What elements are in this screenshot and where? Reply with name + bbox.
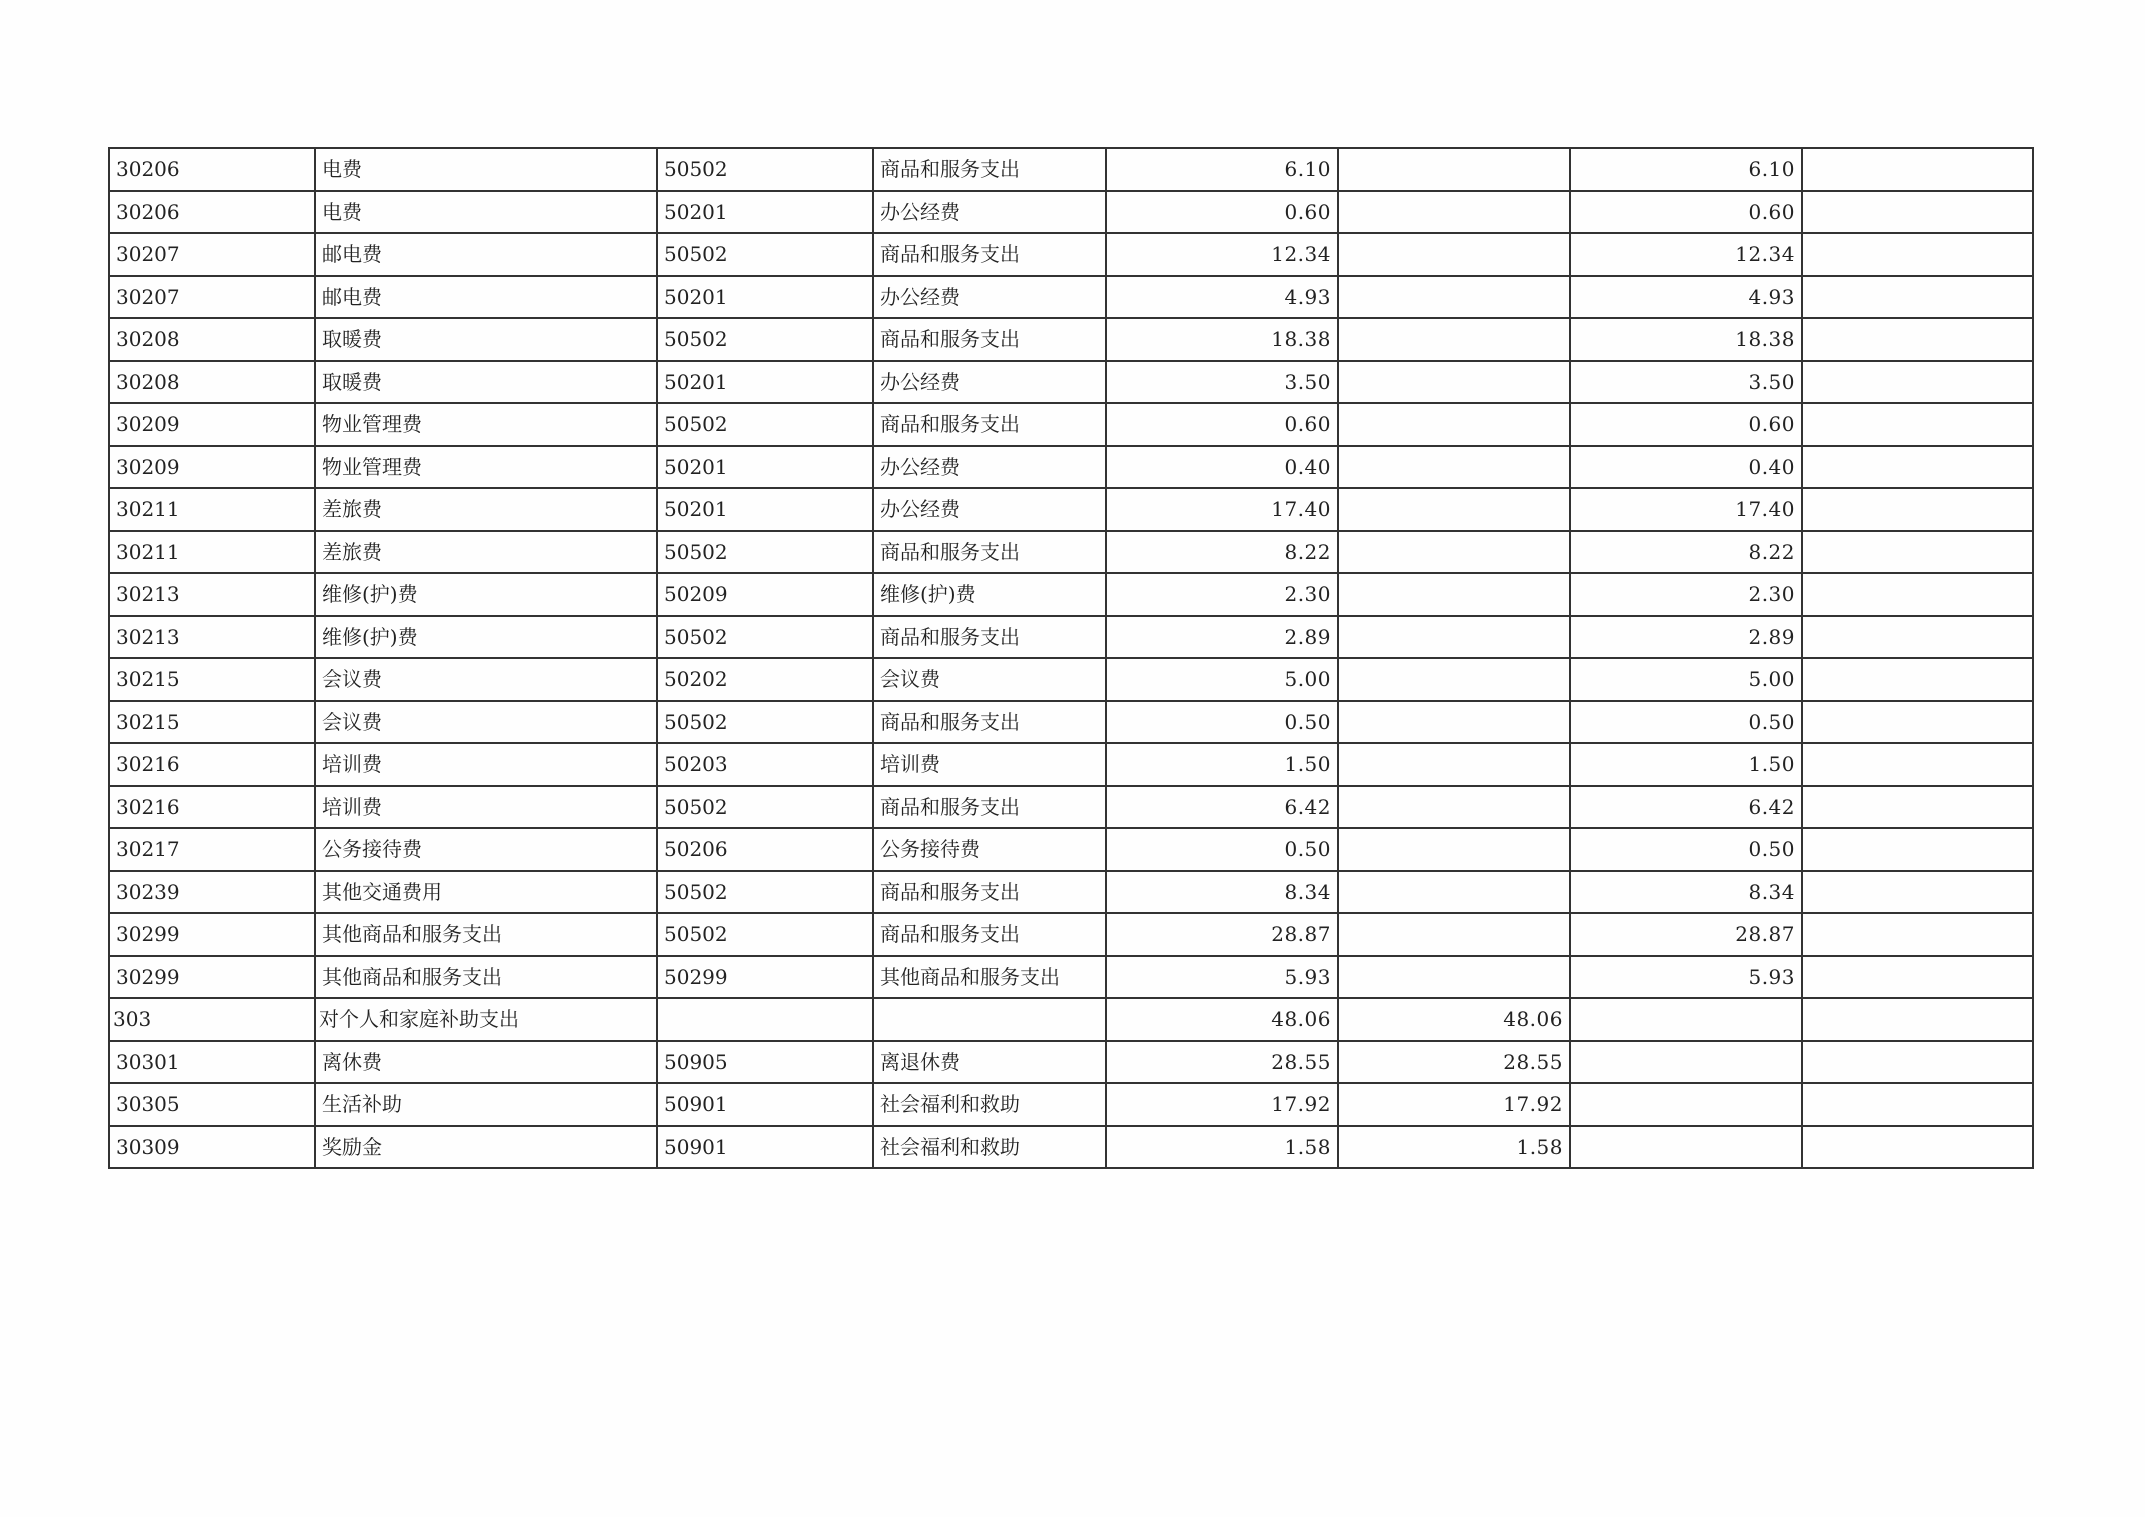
table-row — [109, 616, 2033, 659]
cell-economic-code: 50201 — [657, 488, 873, 531]
cell-economic-code: 50502 — [657, 701, 873, 744]
cell-basic-expenditure — [1338, 276, 1570, 319]
cell-project-expenditure: 0.50 — [1570, 701, 1802, 744]
cell-economic-name: 办公经费 — [873, 446, 1106, 489]
cell-other — [1802, 276, 2033, 319]
cell-other — [1802, 658, 2033, 701]
cell-economic-code: 50901 — [657, 1126, 873, 1169]
cell-function-name: 电费 — [315, 148, 657, 191]
table-row — [109, 786, 2033, 829]
cell-economic-name: 办公经费 — [873, 488, 1106, 531]
table-row — [109, 871, 2033, 914]
cell-project-expenditure — [1570, 1041, 1802, 1084]
table-row — [109, 573, 2033, 616]
cell-project-expenditure: 8.34 — [1570, 871, 1802, 914]
cell-project-expenditure — [1570, 998, 1802, 1041]
cell-other — [1802, 148, 2033, 191]
cell-project-expenditure: 0.60 — [1570, 191, 1802, 234]
cell-other — [1802, 786, 2033, 829]
cell-total: 0.40 — [1106, 446, 1338, 489]
cell-function-name: 差旅费 — [315, 488, 657, 531]
cell-function-name: 对个人和家庭补助支出 — [315, 998, 657, 1041]
cell-economic-code: 50502 — [657, 531, 873, 574]
cell-other — [1802, 616, 2033, 659]
cell-function-code: 30213 — [109, 573, 315, 616]
cell-total: 48.06 — [1106, 998, 1338, 1041]
cell-basic-expenditure — [1338, 701, 1570, 744]
table-row — [109, 403, 2033, 446]
cell-function-name: 物业管理费 — [315, 403, 657, 446]
cell-project-expenditure: 5.00 — [1570, 658, 1802, 701]
cell-economic-name: 商品和服务支出 — [873, 531, 1106, 574]
cell-economic-name: 商品和服务支出 — [873, 786, 1106, 829]
cell-basic-expenditure — [1338, 871, 1570, 914]
cell-total: 1.50 — [1106, 743, 1338, 786]
cell-economic-code: 50201 — [657, 191, 873, 234]
cell-other — [1802, 1041, 2033, 1084]
cell-function-name: 培训费 — [315, 743, 657, 786]
cell-project-expenditure: 4.93 — [1570, 276, 1802, 319]
cell-economic-name: 商品和服务支出 — [873, 233, 1106, 276]
cell-total: 0.50 — [1106, 828, 1338, 871]
cell-function-name: 奖励金 — [315, 1126, 657, 1169]
cell-total: 4.93 — [1106, 276, 1338, 319]
cell-project-expenditure: 0.60 — [1570, 403, 1802, 446]
cell-other — [1802, 403, 2033, 446]
cell-economic-code: 50299 — [657, 956, 873, 999]
cell-function-name: 维修(护)费 — [315, 616, 657, 659]
cell-basic-expenditure — [1338, 956, 1570, 999]
cell-economic-code: 50201 — [657, 446, 873, 489]
table-row — [109, 361, 2033, 404]
cell-function-name: 离休费 — [315, 1041, 657, 1084]
cell-basic-expenditure: 28.55 — [1338, 1041, 1570, 1084]
cell-total: 5.93 — [1106, 956, 1338, 999]
cell-function-name: 物业管理费 — [315, 446, 657, 489]
cell-function-name: 生活补助 — [315, 1083, 657, 1126]
cell-basic-expenditure — [1338, 828, 1570, 871]
cell-other — [1802, 871, 2033, 914]
cell-function-name: 其他商品和服务支出 — [315, 956, 657, 999]
cell-other — [1802, 318, 2033, 361]
table-group-row — [109, 998, 2033, 1041]
cell-project-expenditure: 6.10 — [1570, 148, 1802, 191]
cell-project-expenditure: 18.38 — [1570, 318, 1802, 361]
table-row — [109, 1083, 2033, 1126]
cell-project-expenditure: 12.34 — [1570, 233, 1802, 276]
cell-function-code: 30206 — [109, 148, 315, 191]
cell-other — [1802, 446, 2033, 489]
cell-basic-expenditure — [1338, 191, 1570, 234]
cell-economic-name: 商品和服务支出 — [873, 148, 1106, 191]
cell-function-code: 30215 — [109, 701, 315, 744]
cell-economic-name — [873, 998, 1106, 1041]
cell-economic-code: 50502 — [657, 403, 873, 446]
table-row — [109, 318, 2033, 361]
table-row — [109, 828, 2033, 871]
cell-other — [1802, 191, 2033, 234]
cell-function-code: 30239 — [109, 871, 315, 914]
cell-total: 18.38 — [1106, 318, 1338, 361]
cell-total: 17.92 — [1106, 1083, 1338, 1126]
cell-other — [1802, 573, 2033, 616]
cell-function-name: 差旅费 — [315, 531, 657, 574]
cell-other — [1802, 233, 2033, 276]
cell-economic-code: 50209 — [657, 573, 873, 616]
cell-basic-expenditure — [1338, 573, 1570, 616]
cell-economic-code: 50502 — [657, 786, 873, 829]
table-row — [109, 1041, 2033, 1084]
cell-basic-expenditure: 17.92 — [1338, 1083, 1570, 1126]
table-row — [109, 446, 2033, 489]
cell-economic-code: 50905 — [657, 1041, 873, 1084]
cell-other — [1802, 701, 2033, 744]
cell-project-expenditure: 0.40 — [1570, 446, 1802, 489]
cell-economic-name: 商品和服务支出 — [873, 913, 1106, 956]
cell-function-code: 30299 — [109, 956, 315, 999]
budget-table-body — [109, 148, 2033, 1168]
cell-basic-expenditure — [1338, 446, 1570, 489]
cell-function-code: 30206 — [109, 191, 315, 234]
cell-total: 1.58 — [1106, 1126, 1338, 1169]
cell-basic-expenditure: 1.58 — [1338, 1126, 1570, 1169]
cell-economic-code: 50201 — [657, 361, 873, 404]
cell-total: 6.42 — [1106, 786, 1338, 829]
cell-economic-code: 50203 — [657, 743, 873, 786]
cell-economic-name: 离退休费 — [873, 1041, 1106, 1084]
cell-economic-name: 办公经费 — [873, 191, 1106, 234]
cell-project-expenditure — [1570, 1126, 1802, 1169]
cell-project-expenditure: 2.89 — [1570, 616, 1802, 659]
cell-function-name: 其他交通费用 — [315, 871, 657, 914]
cell-function-code: 30209 — [109, 403, 315, 446]
cell-other — [1802, 1083, 2033, 1126]
cell-function-name: 维修(护)费 — [315, 573, 657, 616]
cell-economic-name: 公务接待费 — [873, 828, 1106, 871]
cell-basic-expenditure — [1338, 786, 1570, 829]
cell-function-code: 30207 — [109, 276, 315, 319]
cell-function-code: 30208 — [109, 361, 315, 404]
cell-function-code: 30211 — [109, 531, 315, 574]
cell-economic-name: 办公经费 — [873, 361, 1106, 404]
cell-total: 28.87 — [1106, 913, 1338, 956]
cell-economic-name: 会议费 — [873, 658, 1106, 701]
cell-basic-expenditure — [1338, 403, 1570, 446]
cell-function-name: 公务接待费 — [315, 828, 657, 871]
cell-project-expenditure: 3.50 — [1570, 361, 1802, 404]
cell-total: 5.00 — [1106, 658, 1338, 701]
cell-function-code: 30213 — [109, 616, 315, 659]
cell-project-expenditure — [1570, 1083, 1802, 1126]
cell-project-expenditure: 1.50 — [1570, 743, 1802, 786]
cell-project-expenditure: 17.40 — [1570, 488, 1802, 531]
table-row — [109, 1126, 2033, 1169]
cell-function-name: 取暖费 — [315, 361, 657, 404]
cell-other — [1802, 361, 2033, 404]
cell-function-code: 30217 — [109, 828, 315, 871]
cell-project-expenditure: 5.93 — [1570, 956, 1802, 999]
cell-other — [1802, 998, 2033, 1041]
cell-basic-expenditure: 48.06 — [1338, 998, 1570, 1041]
cell-function-name: 会议费 — [315, 658, 657, 701]
cell-economic-code: 50502 — [657, 148, 873, 191]
cell-basic-expenditure — [1338, 743, 1570, 786]
cell-economic-name: 商品和服务支出 — [873, 318, 1106, 361]
cell-economic-code: 50502 — [657, 616, 873, 659]
cell-function-code: 30305 — [109, 1083, 315, 1126]
cell-function-code: 303 — [109, 998, 315, 1041]
cell-basic-expenditure — [1338, 531, 1570, 574]
cell-other — [1802, 913, 2033, 956]
table-row — [109, 658, 2033, 701]
table-row — [109, 488, 2033, 531]
cell-project-expenditure: 0.50 — [1570, 828, 1802, 871]
cell-function-code: 30209 — [109, 446, 315, 489]
cell-economic-code: 50206 — [657, 828, 873, 871]
cell-project-expenditure: 2.30 — [1570, 573, 1802, 616]
cell-economic-name: 其他商品和服务支出 — [873, 956, 1106, 999]
cell-total: 28.55 — [1106, 1041, 1338, 1084]
cell-other — [1802, 743, 2033, 786]
cell-total: 8.34 — [1106, 871, 1338, 914]
cell-economic-code: 50201 — [657, 276, 873, 319]
budget-table — [108, 147, 2034, 1169]
cell-function-code: 30299 — [109, 913, 315, 956]
cell-economic-code: 50502 — [657, 233, 873, 276]
cell-economic-code: 50502 — [657, 871, 873, 914]
cell-other — [1802, 828, 2033, 871]
cell-project-expenditure: 28.87 — [1570, 913, 1802, 956]
cell-economic-name: 办公经费 — [873, 276, 1106, 319]
cell-function-code: 30216 — [109, 743, 315, 786]
table-row — [109, 956, 2033, 999]
cell-function-name: 其他商品和服务支出 — [315, 913, 657, 956]
cell-function-name: 会议费 — [315, 701, 657, 744]
cell-economic-name: 社会福利和救助 — [873, 1126, 1106, 1169]
cell-economic-code — [657, 998, 873, 1041]
cell-economic-code: 50502 — [657, 913, 873, 956]
cell-basic-expenditure — [1338, 913, 1570, 956]
cell-function-code: 30208 — [109, 318, 315, 361]
cell-project-expenditure: 8.22 — [1570, 531, 1802, 574]
table-row — [109, 191, 2033, 234]
cell-basic-expenditure — [1338, 148, 1570, 191]
cell-economic-name: 商品和服务支出 — [873, 871, 1106, 914]
cell-basic-expenditure — [1338, 658, 1570, 701]
cell-economic-code: 50901 — [657, 1083, 873, 1126]
cell-total: 0.60 — [1106, 403, 1338, 446]
cell-total: 6.10 — [1106, 148, 1338, 191]
cell-economic-name: 商品和服务支出 — [873, 701, 1106, 744]
cell-total: 0.60 — [1106, 191, 1338, 234]
table-row — [109, 913, 2033, 956]
cell-economic-name: 维修(护)费 — [873, 573, 1106, 616]
cell-function-code: 30207 — [109, 233, 315, 276]
cell-function-code: 30309 — [109, 1126, 315, 1169]
cell-function-name: 电费 — [315, 191, 657, 234]
table-row — [109, 276, 2033, 319]
cell-function-code: 30215 — [109, 658, 315, 701]
cell-total: 8.22 — [1106, 531, 1338, 574]
cell-total: 12.34 — [1106, 233, 1338, 276]
cell-other — [1802, 488, 2033, 531]
table-row — [109, 148, 2033, 191]
cell-basic-expenditure — [1338, 233, 1570, 276]
cell-function-code: 30216 — [109, 786, 315, 829]
cell-economic-name: 社会福利和救助 — [873, 1083, 1106, 1126]
cell-function-name: 取暖费 — [315, 318, 657, 361]
cell-economic-name: 培训费 — [873, 743, 1106, 786]
cell-economic-name: 商品和服务支出 — [873, 616, 1106, 659]
cell-basic-expenditure — [1338, 488, 1570, 531]
cell-function-name: 培训费 — [315, 786, 657, 829]
cell-total: 2.89 — [1106, 616, 1338, 659]
cell-economic-code: 50502 — [657, 318, 873, 361]
cell-other — [1802, 956, 2033, 999]
cell-function-code: 30301 — [109, 1041, 315, 1084]
cell-total: 3.50 — [1106, 361, 1338, 404]
cell-function-name: 邮电费 — [315, 276, 657, 319]
cell-total: 0.50 — [1106, 701, 1338, 744]
cell-total: 2.30 — [1106, 573, 1338, 616]
cell-other — [1802, 1126, 2033, 1169]
table-row — [109, 531, 2033, 574]
cell-total: 17.40 — [1106, 488, 1338, 531]
cell-economic-name: 商品和服务支出 — [873, 403, 1106, 446]
cell-basic-expenditure — [1338, 616, 1570, 659]
table-row — [109, 701, 2033, 744]
cell-economic-code: 50202 — [657, 658, 873, 701]
table-row — [109, 233, 2033, 276]
cell-basic-expenditure — [1338, 361, 1570, 404]
cell-project-expenditure: 6.42 — [1570, 786, 1802, 829]
cell-basic-expenditure — [1338, 318, 1570, 361]
cell-other — [1802, 531, 2033, 574]
table-row — [109, 743, 2033, 786]
cell-function-code: 30211 — [109, 488, 315, 531]
cell-function-name: 邮电费 — [315, 233, 657, 276]
